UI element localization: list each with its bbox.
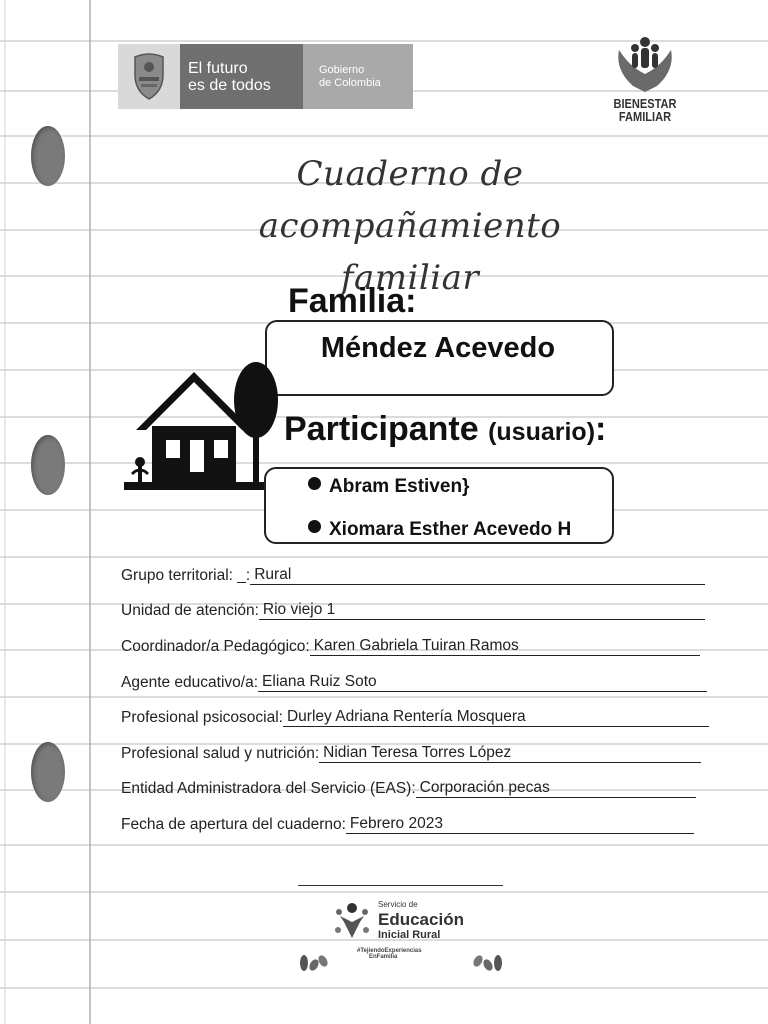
bienestar-familiar-logo [605,36,685,122]
children-icon [332,900,372,940]
footer-divider [298,885,503,886]
participant-name: Abram Estiven} [329,476,470,497]
participant-item [308,476,469,498]
gov-slogan-line2: es de todos [188,76,271,94]
participant-label [284,410,606,449]
field-value: Durley Adriana Rentería Mosquera [283,708,709,727]
participant-label-main: Participante [284,410,479,448]
field-profesional-psicosocial [121,708,709,727]
edu-logo-big: Educación [378,910,464,929]
gov-slogan-line1: El futuro [188,59,248,77]
binder-hole [31,126,65,186]
bienestar-line2: FAMILIAR [618,109,672,124]
leaves-left-icon [298,951,330,973]
hashtag-line2: EnFamilia [369,954,398,960]
field-value: Febrero 2023 [346,815,694,834]
title-line1: Cuaderno de acompañamiento [258,154,562,246]
edu-logo-small: Servicio de [378,900,418,909]
educacion-inicial-rural-logo [332,898,482,942]
field-value: Nidian Teresa Torres López [319,744,701,763]
field-label: Entidad Administradora del Servicio (EAS): [121,780,416,797]
binder-hole [31,742,65,802]
hashtag-line1: #TejiendoExperiencias [357,948,422,954]
field-value: Rio viejo 1 [259,601,705,620]
participant-item [308,519,571,541]
field-coordinador [121,637,700,656]
family-label: Familia: [288,282,417,320]
gov-name-line1: Gobierno [319,63,365,76]
field-label: Grupo territorial: _: [121,567,251,584]
bullet-icon [308,477,321,490]
field-label: Agente educativo/a: [121,674,259,691]
field-value: Karen Gabriela Tuiran Ramos [310,637,700,656]
hashtag [357,948,422,960]
bienestar-line1: BIENESTAR [613,96,677,111]
field-value: Rural [250,566,705,585]
field-label: Profesional salud y nutrición: [121,745,320,762]
field-fecha-apertura [121,815,694,834]
gov-logo-name [303,44,413,109]
participant-label-sub: (usuario) [488,418,596,446]
field-value: Corporación pecas [416,779,696,798]
title-line2: familiar [340,258,480,298]
field-label: Coordinador/a Pedagógico: [121,638,310,655]
field-profesional-salud [121,744,701,763]
gov-name-line2: de Colombia [319,76,381,89]
field-label: Profesional psicosocial: [121,709,283,726]
family-name: Méndez Acevedo [320,332,556,364]
bullet-icon [308,520,321,533]
participant-name: Xiomara Esther Acevedo H [329,519,572,540]
gov-logo [118,44,413,109]
house-icon [122,362,282,494]
colombia-seal-icon [118,44,180,109]
field-label: Fecha de apertura del cuaderno: [121,816,346,833]
participant-label-colon: : [595,410,607,448]
edu-logo-mid: Inicial Rural [378,929,441,941]
binder-hole [31,435,65,495]
leaves-right-icon [472,951,504,973]
gov-logo-slogan [180,44,303,109]
bienestar-family-icon [613,36,677,92]
field-grupo-territorial [121,566,705,585]
field-entidad-administradora [121,779,696,798]
field-unidad-atencion [121,601,705,620]
field-agente-educativo [121,673,707,692]
field-value: Eliana Ruiz Soto [258,673,707,692]
field-label: Unidad de atención: [121,602,259,619]
page-title [150,148,670,304]
